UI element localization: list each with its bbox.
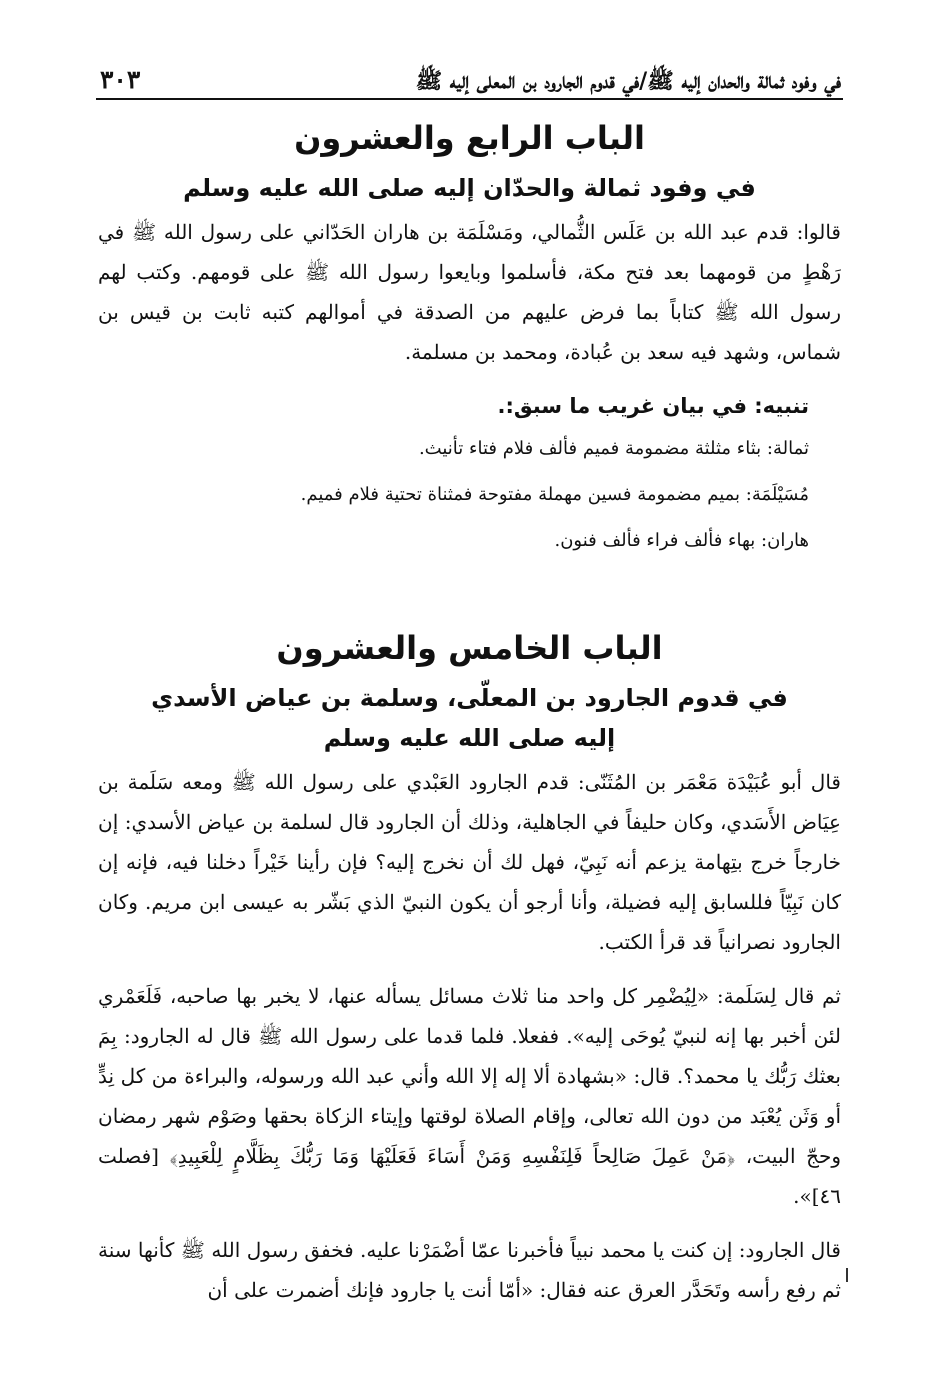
header-rule — [96, 98, 843, 100]
note-item: مُسَيْلَمَة: بميم مضمومة فسين مهملة مفتوحة فمثناة تحتية فلام فميم. — [300, 484, 809, 505]
note-item: هاران: بهاء فألف فراء فألف فنون. — [554, 530, 809, 551]
chapter-25-paragraph: قال الجارود: إن كنت يا محمد نبياً فأخبرنا عمّا أضْمَرْنا عليه. فخفق رسول الله ﷺ كأنها سنة ثم رفع رأسه وتَحَدَّر العرق عنه فقال: «أمّا أنت يا جارود فإنك أضمرت على أن — [98, 1238, 841, 1302]
section-gap — [98, 564, 841, 614]
margin-mark — [846, 1268, 848, 1282]
note-item: ثمالة: بثاء مثلثة مضمومة فميم فألف فلام فتاء تأنيث. — [418, 438, 809, 459]
paragraph-gap — [98, 962, 841, 972]
chapter-24-subtitle: في وفود ثمالة والحدّان إليه صلى الله عليه وسلم — [183, 174, 756, 202]
chapter-25-paragraph: ثم قال لِسَلَمة: «لِيُضْمِر كل واحد منا ثلاث مسائل يسأله عنها، لا يخبر بها صاحبه، فَلَعَمْري لئن أخبر بها إنه لنبيّ يُوحَى إليه». ففعلا. فلما قدما على رسول الله ﷺ قال له الجارود: بِمَ بعثك رَبُّك يا محمد؟. قال: «بشهادة ألا إله إلا الله وأني عبد الله ورسوله، والبراءة من كل نِدٍّ أو وَثَن يُعْبَد من دون الله تعالى، وإقام الصلاة لوقتها وإيتاء الزكاة بحقها وصَوْم شهر رمضان وحجّ البيت، ﴿مَنْ عَمِلَ صَالِحاً فَلِنَفْسِهِ وَمَنْ أَسَاءَ فَعَلَيْهَا وَمَا رَبُّكَ بِظَلَّامٍ لِلْعَبِيدِ﴾ [فصلت ٤٦]». — [98, 984, 841, 1208]
chapter-25-paragraph: قال أبو عُبَيْدَة مَعْمَر بن المُثَنّى: قدم الجارود العَبْدي على رسول الله ﷺ ومعه سَلَمة بن عِيَاض الأَسَدي، وكان حليفاً في الجاهلية، وذلك أن الجارود قال لسلمة بن عياض الأسدي: إن خارجاً خرج بتِهامة يزعم أنه نَبِيّ، فهل لك أن نخرج إليه؟ فإن رأينا خَيْراً دخلنا فيه، فإنه إن كان نَبِيّاً فللسابق إليه فضيلة، وأنا أرجو أن يكون النبيّ الذي بَشّر به عيسى ابن مريم. وكان الجارود نصرانياً قد قرأ الكتب. — [98, 770, 841, 954]
running-title: في وفود ثمالة والحدان إليه ﷺ/في قدوم الجارود بن المعلى إليه ﷺ — [415, 68, 841, 94]
chapter-25-title: الباب الخامس والعشرون — [276, 629, 663, 667]
note-heading: تنبيه: في بيان غريب ما سبق:. — [497, 394, 809, 418]
running-header — [100, 52, 841, 92]
chapter-25 — [98, 626, 841, 1310]
page-number: ٣٠٣ — [100, 65, 141, 94]
glossary-note — [98, 386, 809, 564]
chapter-24-paragraph: قالوا: قدم عبد الله بن عَلَس الثُّمالي، ومَسْلَمَة بن هاران الحَدّاني على رسول الله ﷺ في رَهْطٍ من قومهما بعد فتح مكة، فأسلموا وبايعوا رسول الله ﷺ على قومهم. وكتب لهم رسول الله ﷺ كتاباً بما فرض عليهم من الصدقة في أموالهم كتبه ثابت بن قيس بن شماس، وشهد فيه سعد بن عُبادة، ومحمد بن مسلمة. — [98, 220, 841, 364]
chapter-25-subtitle-line1: في قدوم الجارود بن المعلّى، وسلمة بن عياض الأسدي — [151, 684, 788, 712]
chapter-25-subtitle-line2: إليه صلى الله عليه وسلم — [323, 724, 616, 752]
page-body — [98, 104, 841, 1310]
chapter-24 — [98, 116, 841, 564]
chapter-24-title: الباب الرابع والعشرون — [294, 119, 645, 157]
paragraph-gap — [98, 1216, 841, 1226]
